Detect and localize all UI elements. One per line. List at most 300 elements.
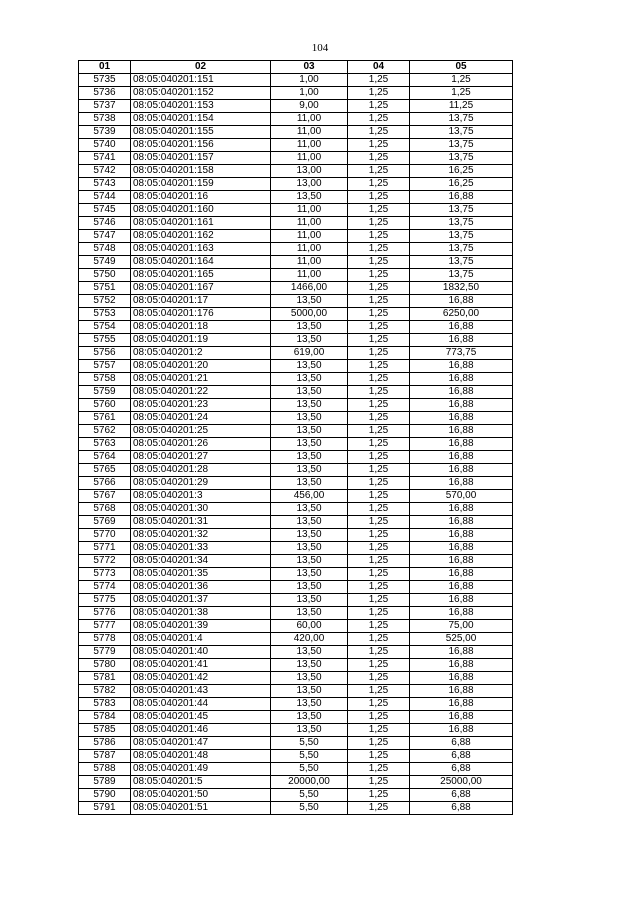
cell-number: 5737	[79, 100, 131, 113]
cell-rate: 1,25	[348, 256, 410, 269]
cell-area: 13,50	[271, 503, 348, 516]
cell-rate: 1,25	[348, 750, 410, 763]
cell-area: 13,50	[271, 568, 348, 581]
cell-number: 5787	[79, 750, 131, 763]
cell-area: 13,50	[271, 399, 348, 412]
cell-rate: 1,25	[348, 789, 410, 802]
cell-rate: 1,25	[348, 243, 410, 256]
cell-number: 5781	[79, 672, 131, 685]
table-row	[79, 750, 513, 763]
cell-amount: 13,75	[410, 230, 513, 243]
table-row	[79, 737, 513, 750]
cell-amount: 13,75	[410, 152, 513, 165]
cell-amount: 16,88	[410, 724, 513, 737]
cell-number: 5773	[79, 568, 131, 581]
cell-area: 5,50	[271, 763, 348, 776]
cell-amount: 16,88	[410, 503, 513, 516]
cell-area: 456,00	[271, 490, 348, 503]
cell-rate: 1,25	[348, 74, 410, 87]
cell-area: 11,00	[271, 152, 348, 165]
cell-area: 13,50	[271, 360, 348, 373]
table-row	[79, 607, 513, 620]
cell-area: 60,00	[271, 620, 348, 633]
data-table	[78, 60, 513, 815]
table-row	[79, 776, 513, 789]
cell-cadastral-id: 08:05:040201:4	[131, 633, 271, 646]
cell-number: 5743	[79, 178, 131, 191]
cell-number: 5753	[79, 308, 131, 321]
table-row	[79, 464, 513, 477]
cell-number: 5744	[79, 191, 131, 204]
cell-area: 20000,00	[271, 776, 348, 789]
cell-cadastral-id: 08:05:040201:26	[131, 438, 271, 451]
cell-number: 5782	[79, 685, 131, 698]
table-row	[79, 399, 513, 412]
cell-area: 5000,00	[271, 308, 348, 321]
cell-rate: 1,25	[348, 542, 410, 555]
cell-amount: 13,75	[410, 217, 513, 230]
table-row	[79, 620, 513, 633]
table-row	[79, 165, 513, 178]
cell-number: 5791	[79, 802, 131, 815]
cell-area: 5,50	[271, 789, 348, 802]
cell-number: 5759	[79, 386, 131, 399]
cell-area: 13,50	[271, 451, 348, 464]
cell-number: 5764	[79, 451, 131, 464]
cell-rate: 1,25	[348, 295, 410, 308]
cell-rate: 1,25	[348, 230, 410, 243]
cell-amount: 6250,00	[410, 308, 513, 321]
cell-area: 13,50	[271, 672, 348, 685]
cell-cadastral-id: 08:05:040201:167	[131, 282, 271, 295]
table-row	[79, 542, 513, 555]
cell-number: 5771	[79, 542, 131, 555]
cell-amount: 13,75	[410, 126, 513, 139]
cell-amount: 16,88	[410, 711, 513, 724]
cell-area: 13,50	[271, 438, 348, 451]
cell-cadastral-id: 08:05:040201:18	[131, 321, 271, 334]
cell-number: 5755	[79, 334, 131, 347]
cell-number: 5757	[79, 360, 131, 373]
cell-amount: 570,00	[410, 490, 513, 503]
cell-amount: 16,88	[410, 321, 513, 334]
cell-number: 5789	[79, 776, 131, 789]
cell-number: 5740	[79, 139, 131, 152]
cell-amount: 13,75	[410, 256, 513, 269]
cell-cadastral-id: 08:05:040201:24	[131, 412, 271, 425]
cell-amount: 16,88	[410, 542, 513, 555]
cell-area: 13,50	[271, 477, 348, 490]
table-row	[79, 295, 513, 308]
cell-cadastral-id: 08:05:040201:163	[131, 243, 271, 256]
cell-amount: 16,88	[410, 399, 513, 412]
cell-amount: 16,88	[410, 373, 513, 386]
table-row	[79, 282, 513, 295]
cell-cadastral-id: 08:05:040201:48	[131, 750, 271, 763]
table-row	[79, 659, 513, 672]
cell-area: 13,50	[271, 321, 348, 334]
cell-cadastral-id: 08:05:040201:22	[131, 386, 271, 399]
cell-area: 13,50	[271, 581, 348, 594]
table-row	[79, 152, 513, 165]
cell-area: 11,00	[271, 204, 348, 217]
cell-rate: 1,25	[348, 139, 410, 152]
cell-number: 5754	[79, 321, 131, 334]
cell-area: 420,00	[271, 633, 348, 646]
cell-area: 13,50	[271, 542, 348, 555]
table-row	[79, 711, 513, 724]
cell-area: 13,50	[271, 412, 348, 425]
cell-area: 13,50	[271, 711, 348, 724]
cell-amount: 16,88	[410, 451, 513, 464]
table-row	[79, 87, 513, 100]
cell-rate: 1,25	[348, 334, 410, 347]
cell-rate: 1,25	[348, 191, 410, 204]
cell-amount: 16,88	[410, 685, 513, 698]
cell-amount: 6,88	[410, 737, 513, 750]
column-header-01: 01	[79, 61, 131, 74]
cell-area: 13,50	[271, 659, 348, 672]
cell-cadastral-id: 08:05:040201:153	[131, 100, 271, 113]
cell-area: 13,50	[271, 516, 348, 529]
table-row	[79, 126, 513, 139]
cell-number: 5779	[79, 646, 131, 659]
cell-number: 5784	[79, 711, 131, 724]
cell-rate: 1,25	[348, 425, 410, 438]
cell-amount: 25000,00	[410, 776, 513, 789]
cell-area: 13,50	[271, 373, 348, 386]
cell-cadastral-id: 08:05:040201:41	[131, 659, 271, 672]
cell-area: 13,50	[271, 334, 348, 347]
cell-rate: 1,25	[348, 178, 410, 191]
table-row	[79, 100, 513, 113]
cell-rate: 1,25	[348, 698, 410, 711]
cell-area: 13,50	[271, 555, 348, 568]
cell-cadastral-id: 08:05:040201:152	[131, 87, 271, 100]
table-row	[79, 308, 513, 321]
cell-cadastral-id: 08:05:040201:156	[131, 139, 271, 152]
cell-number: 5783	[79, 698, 131, 711]
cell-cadastral-id: 08:05:040201:36	[131, 581, 271, 594]
cell-number: 5769	[79, 516, 131, 529]
cell-number: 5767	[79, 490, 131, 503]
cell-area: 619,00	[271, 347, 348, 360]
cell-rate: 1,25	[348, 282, 410, 295]
cell-area: 11,00	[271, 217, 348, 230]
cell-amount: 1832,50	[410, 282, 513, 295]
cell-cadastral-id: 08:05:040201:33	[131, 542, 271, 555]
cell-amount: 6,88	[410, 750, 513, 763]
cell-rate: 1,25	[348, 412, 410, 425]
cell-amount: 16,88	[410, 425, 513, 438]
cell-area: 13,50	[271, 425, 348, 438]
table-row	[79, 74, 513, 87]
cell-rate: 1,25	[348, 87, 410, 100]
cell-area: 11,00	[271, 230, 348, 243]
cell-cadastral-id: 08:05:040201:42	[131, 672, 271, 685]
table-row	[79, 477, 513, 490]
cell-amount: 16,88	[410, 659, 513, 672]
cell-area: 13,50	[271, 529, 348, 542]
cell-cadastral-id: 08:05:040201:160	[131, 204, 271, 217]
table-row	[79, 139, 513, 152]
cell-cadastral-id: 08:05:040201:157	[131, 152, 271, 165]
cell-rate: 1,25	[348, 347, 410, 360]
cell-amount: 16,88	[410, 581, 513, 594]
cell-cadastral-id: 08:05:040201:35	[131, 568, 271, 581]
cell-cadastral-id: 08:05:040201:155	[131, 126, 271, 139]
cell-area: 13,50	[271, 594, 348, 607]
cell-area: 11,00	[271, 256, 348, 269]
column-header-04: 04	[348, 61, 410, 74]
cell-cadastral-id: 08:05:040201:25	[131, 425, 271, 438]
cell-rate: 1,25	[348, 516, 410, 529]
cell-number: 5739	[79, 126, 131, 139]
column-header-03: 03	[271, 61, 348, 74]
table-row	[79, 698, 513, 711]
cell-number: 5772	[79, 555, 131, 568]
cell-rate: 1,25	[348, 711, 410, 724]
cell-cadastral-id: 08:05:040201:2	[131, 347, 271, 360]
table-row	[79, 568, 513, 581]
cell-rate: 1,25	[348, 451, 410, 464]
cell-number: 5746	[79, 217, 131, 230]
cell-amount: 16,88	[410, 438, 513, 451]
cell-area: 1,00	[271, 87, 348, 100]
table-row	[79, 321, 513, 334]
cell-area: 5,50	[271, 737, 348, 750]
cell-rate: 1,25	[348, 724, 410, 737]
cell-number: 5775	[79, 594, 131, 607]
cell-rate: 1,25	[348, 607, 410, 620]
cell-amount: 16,88	[410, 672, 513, 685]
cell-amount: 13,75	[410, 113, 513, 126]
cell-amount: 16,88	[410, 464, 513, 477]
cell-rate: 1,25	[348, 555, 410, 568]
cell-cadastral-id: 08:05:040201:3	[131, 490, 271, 503]
cell-area: 11,00	[271, 113, 348, 126]
cell-amount: 6,88	[410, 789, 513, 802]
column-header-02: 02	[131, 61, 271, 74]
cell-rate: 1,25	[348, 737, 410, 750]
cell-number: 5765	[79, 464, 131, 477]
table-row	[79, 633, 513, 646]
cell-cadastral-id: 08:05:040201:159	[131, 178, 271, 191]
cell-cadastral-id: 08:05:040201:154	[131, 113, 271, 126]
cell-area: 5,50	[271, 750, 348, 763]
cell-number: 5751	[79, 282, 131, 295]
cell-amount: 16,88	[410, 412, 513, 425]
table-row	[79, 685, 513, 698]
table-row	[79, 555, 513, 568]
cell-rate: 1,25	[348, 490, 410, 503]
cell-cadastral-id: 08:05:040201:44	[131, 698, 271, 711]
table-row	[79, 334, 513, 347]
table-row	[79, 256, 513, 269]
cell-rate: 1,25	[348, 126, 410, 139]
cell-amount: 16,88	[410, 594, 513, 607]
cell-cadastral-id: 08:05:040201:43	[131, 685, 271, 698]
cell-number: 5747	[79, 230, 131, 243]
cell-cadastral-id: 08:05:040201:21	[131, 373, 271, 386]
cell-amount: 11,25	[410, 100, 513, 113]
cell-number: 5741	[79, 152, 131, 165]
cell-area: 11,00	[271, 243, 348, 256]
cell-rate: 1,25	[348, 360, 410, 373]
cell-rate: 1,25	[348, 373, 410, 386]
cell-rate: 1,25	[348, 113, 410, 126]
cell-area: 13,50	[271, 191, 348, 204]
cell-area: 13,50	[271, 386, 348, 399]
column-header-05: 05	[410, 61, 513, 74]
table-row	[79, 672, 513, 685]
cell-cadastral-id: 08:05:040201:164	[131, 256, 271, 269]
cell-rate: 1,25	[348, 217, 410, 230]
cell-amount: 773,75	[410, 347, 513, 360]
cell-rate: 1,25	[348, 152, 410, 165]
table-row	[79, 269, 513, 282]
cell-area: 13,50	[271, 464, 348, 477]
table-row	[79, 113, 513, 126]
table-row	[79, 386, 513, 399]
cell-amount: 16,88	[410, 516, 513, 529]
table-row	[79, 217, 513, 230]
page-number: 104	[311, 42, 329, 54]
cell-number: 5776	[79, 607, 131, 620]
cell-area: 13,50	[271, 685, 348, 698]
cell-amount: 16,25	[410, 165, 513, 178]
cell-cadastral-id: 08:05:040201:151	[131, 74, 271, 87]
cell-cadastral-id: 08:05:040201:31	[131, 516, 271, 529]
cell-rate: 1,25	[348, 776, 410, 789]
table-header	[79, 61, 513, 74]
cell-area: 11,00	[271, 139, 348, 152]
cell-amount: 13,75	[410, 269, 513, 282]
cell-rate: 1,25	[348, 802, 410, 815]
table-row	[79, 529, 513, 542]
cell-amount: 16,88	[410, 191, 513, 204]
cell-area: 5,50	[271, 802, 348, 815]
cell-number: 5770	[79, 529, 131, 542]
cell-cadastral-id: 08:05:040201:39	[131, 620, 271, 633]
cell-number: 5768	[79, 503, 131, 516]
cell-cadastral-id: 08:05:040201:32	[131, 529, 271, 542]
cell-cadastral-id: 08:05:040201:34	[131, 555, 271, 568]
cell-number: 5756	[79, 347, 131, 360]
cell-amount: 75,00	[410, 620, 513, 633]
cell-amount: 13,75	[410, 243, 513, 256]
cell-number: 5786	[79, 737, 131, 750]
cell-rate: 1,25	[348, 659, 410, 672]
cell-number: 5758	[79, 373, 131, 386]
cell-amount: 13,75	[410, 139, 513, 152]
cell-amount: 13,75	[410, 204, 513, 217]
cell-amount: 1,25	[410, 74, 513, 87]
table-row	[79, 204, 513, 217]
cell-cadastral-id: 08:05:040201:47	[131, 737, 271, 750]
cell-rate: 1,25	[348, 672, 410, 685]
table-row	[79, 802, 513, 815]
cell-number: 5777	[79, 620, 131, 633]
cell-number: 5778	[79, 633, 131, 646]
cell-number: 5766	[79, 477, 131, 490]
cell-cadastral-id: 08:05:040201:162	[131, 230, 271, 243]
cell-rate: 1,25	[348, 100, 410, 113]
cell-cadastral-id: 08:05:040201:50	[131, 789, 271, 802]
table-row	[79, 347, 513, 360]
table-row	[79, 438, 513, 451]
cell-cadastral-id: 08:05:040201:20	[131, 360, 271, 373]
cell-amount: 16,88	[410, 334, 513, 347]
cell-cadastral-id: 08:05:040201:27	[131, 451, 271, 464]
cell-rate: 1,25	[348, 464, 410, 477]
cell-rate: 1,25	[348, 165, 410, 178]
cell-number: 5790	[79, 789, 131, 802]
cell-rate: 1,25	[348, 308, 410, 321]
cell-rate: 1,25	[348, 646, 410, 659]
cell-area: 13,50	[271, 607, 348, 620]
cell-cadastral-id: 08:05:040201:158	[131, 165, 271, 178]
cell-cadastral-id: 08:05:040201:45	[131, 711, 271, 724]
cell-amount: 16,88	[410, 555, 513, 568]
cell-rate: 1,25	[348, 620, 410, 633]
table-row	[79, 516, 513, 529]
cell-amount: 16,88	[410, 529, 513, 542]
cell-area: 13,00	[271, 178, 348, 191]
table-row	[79, 412, 513, 425]
cell-rate: 1,25	[348, 269, 410, 282]
cell-number: 5749	[79, 256, 131, 269]
cell-rate: 1,25	[348, 581, 410, 594]
cell-area: 11,00	[271, 269, 348, 282]
cell-amount: 16,88	[410, 295, 513, 308]
cell-rate: 1,25	[348, 763, 410, 776]
table-row	[79, 581, 513, 594]
cell-number: 5760	[79, 399, 131, 412]
cell-cadastral-id: 08:05:040201:5	[131, 776, 271, 789]
cell-rate: 1,25	[348, 204, 410, 217]
cell-rate: 1,25	[348, 594, 410, 607]
cell-cadastral-id: 08:05:040201:37	[131, 594, 271, 607]
cell-area: 1466,00	[271, 282, 348, 295]
cell-rate: 1,25	[348, 568, 410, 581]
cell-amount: 525,00	[410, 633, 513, 646]
table-row	[79, 425, 513, 438]
cell-rate: 1,25	[348, 477, 410, 490]
header-row	[79, 61, 513, 74]
table-row	[79, 451, 513, 464]
cell-amount: 1,25	[410, 87, 513, 100]
cell-cadastral-id: 08:05:040201:17	[131, 295, 271, 308]
cell-area: 1,00	[271, 74, 348, 87]
table-row	[79, 789, 513, 802]
cell-rate: 1,25	[348, 438, 410, 451]
cell-number: 5774	[79, 581, 131, 594]
cell-number: 5750	[79, 269, 131, 282]
cell-rate: 1,25	[348, 399, 410, 412]
cell-amount: 16,88	[410, 386, 513, 399]
cell-area: 11,00	[271, 126, 348, 139]
table-row	[79, 490, 513, 503]
cell-amount: 6,88	[410, 763, 513, 776]
cell-number: 5761	[79, 412, 131, 425]
table-row	[79, 763, 513, 776]
cell-number: 5780	[79, 659, 131, 672]
cell-area: 9,00	[271, 100, 348, 113]
cell-rate: 1,25	[348, 503, 410, 516]
cell-amount: 16,88	[410, 607, 513, 620]
cell-number: 5742	[79, 165, 131, 178]
